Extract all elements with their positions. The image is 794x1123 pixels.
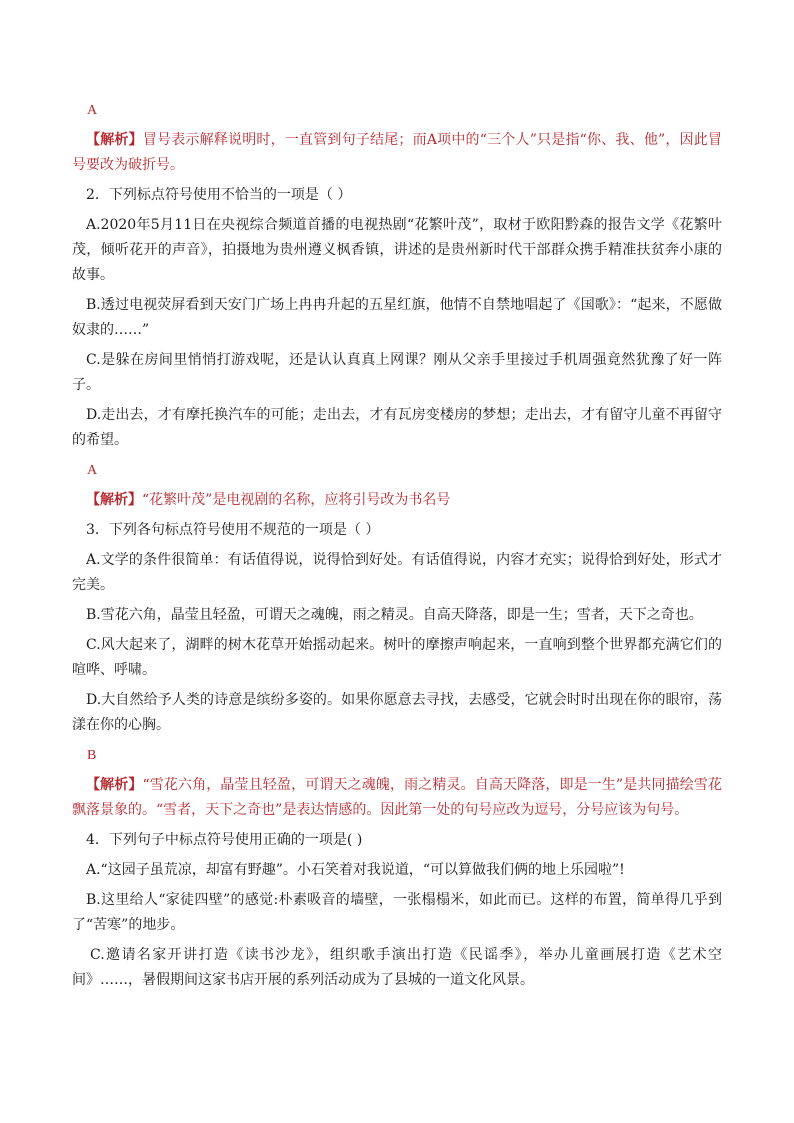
question-2: 2．下列标点符号使用不恰当的一项是（ ） bbox=[86, 187, 352, 203]
analysis-2 bbox=[72, 488, 722, 513]
answer-3: B bbox=[87, 748, 97, 763]
analysis-text: “花繁叶茂”是电视剧的名称，应将引号改为书名号 bbox=[142, 492, 451, 508]
document-content bbox=[72, 98, 722, 998]
analysis-tag: 【解析】 bbox=[86, 132, 143, 148]
question-3-option-b: B.雪花六角，晶莹且轻盈，可谓天之魂魄，雨之精灵。自高天降落，即是一生；雪者，天下之奇也。 bbox=[86, 607, 703, 623]
answer-1: A bbox=[87, 103, 98, 118]
question-2-option-a: A.2020年5月11日在央视综合频道首播的电视热剧“花繁叶茂”，取材于欧阳黔森的报告文学《花繁叶茂，倾听花开的声音》，拍摄地为贵州遵义枫香镇，讲述的是贵州新时代干部群众携手精准扶贫奔小康的故事。 bbox=[72, 217, 722, 283]
question-4-option-c: C.邀请名家开讲打造《读书沙龙》，组织歌手演出打造《民谣季》，举办儿童画展打造《艺术空间》……，暑假期间这家书店开展的系列活动成为了县城的一道文化风景。 bbox=[72, 947, 722, 988]
question-2-option-d: D.走出去，才有摩托换汽车的可能；走出去，才有瓦房变楼房的梦想；走出去，才有留守儿童不再留守的希望。 bbox=[72, 407, 722, 448]
question-4-option-b: B.这里给人“家徒四壁”的感觉:朴素吸音的墙壁，一张榻榻米，如此而已。这样的布置，简单得几乎到了“苦寒”的地步。 bbox=[72, 892, 722, 933]
analysis-text: “雪花六角，晶莹且轻盈，可谓天之魂魄，雨之精灵。自高天降落，即是一生”是共同描绘雪花飘落景象的。“雪者，天下之奇也”是表达情感的。因此第一处的句号应改为逗号，分号应该为句号。 bbox=[72, 777, 723, 818]
analysis-3 bbox=[72, 773, 722, 823]
question-3-option-a: A.文学的条件很简单：有话值得说，说得恰到好处。有话值得说，内容才充实；说得恰到好处，形式才完美。 bbox=[72, 552, 722, 593]
question-3: 3．下列各句标点符号使用不规范的一项是（ ） bbox=[86, 522, 380, 538]
question-3-option-d: D.大自然给予人类的诗意是缤纷多姿的。如果你愿意去寻找，去感受，它就会时时出现在你的眼帘，荡漾在你的心胸。 bbox=[72, 692, 722, 733]
analysis-1 bbox=[72, 128, 722, 178]
analysis-tag: 【解析】 bbox=[86, 492, 142, 508]
question-4: 4．下列句子中标点符号使用正确的一项是( ) bbox=[86, 832, 363, 848]
question-2-option-b: B.透过电视荧屏看到天安门广场上冉冉升起的五星红旗，他情不自禁地唱起了《国歌》：“起来，不愿做奴隶的……” bbox=[72, 297, 722, 338]
question-4-option-a: A.“这园子虽荒凉，却富有野趣”。小石笑着对我说道，“可以算做我们俩的地上乐园啦”! bbox=[86, 862, 625, 878]
question-2-option-c: C.是躲在房间里悄悄打游戏呢，还是认认真真上网课？刚从父亲手里接过手机周强竟然犹豫了好一阵子。 bbox=[72, 352, 722, 393]
analysis-text: 冒号表示解释说明时，一直管到句子结尾；而A项中的“三个人”只是指“你、我、他”，因此冒号要改为破折号。 bbox=[72, 132, 722, 173]
answer-2: A bbox=[87, 463, 98, 478]
question-3-option-c: C.风大起来了，湖畔的树木花草开始摇动起来。树叶的摩擦声响起来，一直响到整个世界都充满它们的喧哗、呼啸。 bbox=[72, 637, 722, 678]
analysis-tag: 【解析】 bbox=[86, 777, 143, 793]
